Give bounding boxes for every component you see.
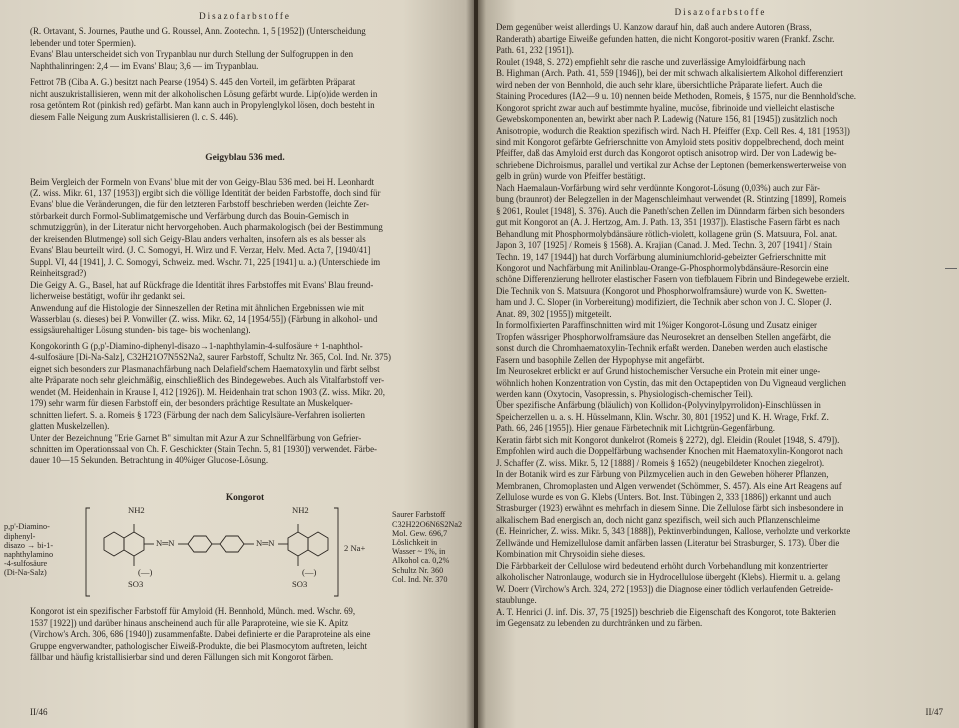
text-line: Evans' Blau beurteilt wird. (J. C. Somogyi, H. Wirz und F. Verzar, Helv. Med. Acta 7, [1940/41] [30,245,371,256]
text-line: werden kann (Oxytocin, Vasopressin, s. Physiologisch-chemischer Teil). [496,388,753,399]
text-line: Nach Haemalaun-Vorfärbung wird sehr verdünnte Kongorot-Lösung (0,03%) auch zur Fär- [496,182,820,193]
so3-right-label: SO3 [292,579,308,590]
text-line: Naphthalinringen: 2,4 — im Evans' Blau; 3,6 — im Trypanblau. [30,60,259,71]
azo-right-label: N═N [256,538,275,549]
text-line: (Di-Na-Salz) [4,568,47,578]
text-line: wird neben der von Bennhold, die auch sehr klare, übersichtliche Präparate liefert. Auch die [496,79,823,90]
text-line: Gruppe engverwandter, pathologischer Eiweiß-Produkte, die bei Plasmocytom auftreten, leicht [30,640,368,651]
text-line: Alkohol ca. 0,2% [392,556,450,566]
text-line: Strasburger (1923) erwähnt es mehrfach in diesem Sinne. Die Zellulose färbt sich insbesondere in [496,503,844,514]
text-line: Mol. Gew. 696,7 [392,528,448,538]
page-number-left: II/46 [30,706,48,717]
text-line: 1537 [1922]) und darüber hinaus anscheinend auch für alle Paraproteine, wie sie K. Apitz [30,617,349,628]
text-line: gut mit Kongorot an (A. J. Hertzog, Am. J. Path. 13, 351 [1937]). Elastische Fasern färbt es nach [496,217,840,228]
text-line: (R. Ortavant, S. Journes, Pauthe und G. Roussel, Ann. Zootechn. 1, 5 [1952]) (Unterscheidung [30,26,366,37]
text-line: Dem gegenüber weist allerdings U. Kanzow darauf hin, daß auch andere Autoren (Brass, [496,22,812,33]
text-line: Im Neurosekret erblickt er auf Grund histochemischer Versuche ein Protein mit einer unge- [496,366,821,377]
text-line: schöne Differenzierung hellroter elastischer Fasern von tiefblauem Fibrin und Bindegewebe erzielt. [496,274,850,285]
text-line: Fettrot 7B (Ciba A. G.) besitzt nach Pearse (1954) S. 445 den Vorteil, im gefärbten Präparat [30,77,356,88]
section-title-kongorot: Kongorot [225,492,265,503]
margin-mark [945,268,957,269]
text-line: naphthylamino [4,549,54,559]
text-line: sonst durch die Chromhaematoxylin-Technik erfaßt werden. Daneben werden auch elastische [496,343,828,354]
text-line: Evans' blue die Veränderungen, die für den letzteren Farbstoff beschrieben werden (leichte Zer- [30,199,369,210]
so3-left-label: SO3 [128,579,144,590]
page-number-right: II/47 [925,706,943,717]
fettrot-paragraph [30,77,460,123]
right-book-page [478,0,959,728]
text-line: diesem Falle Neigung zum Auskristallisieren (l. c. S. 446). [30,111,239,122]
azo-left-label: N═N [156,538,175,549]
text-line: gelb in grün) wurde von Pfeiffer bestätigt. [496,171,646,182]
text-line: Unter der Bezeichnung "Erie Garnet B" simultan mit Azur A zur Schnellfärbung von Gefrier- [30,432,362,443]
text-line: nicht auszukristallisieren, wenn mit der alkoholischen Lösung gefärbt wurde. Lip(o)ide werden in [30,88,378,99]
left-book-page [0,0,474,728]
text-line: Anwendung auf die Histologie der Sinneszellen der Retina mit ähnlichen Ergebnissen wie mit [30,302,365,313]
right-page-body [496,22,945,629]
text-line: Schultz Nr. 360 [392,565,444,575]
charge-left-label: (—) [138,567,153,578]
text-line: § 2061, Roulet [1948], S. 376). Auch die Paneth'schen Zellen im Dünndarm färben sich besonders [496,205,845,216]
text-line: störbarkeit durch Formol-Sublimatgemische und Verfärbung durch das Bouin-Gemisch in [30,210,349,221]
text-line: B. Highman (Arch. Path. 41, 559 [1946]), bei der mit schwach alkalisiertem Alkohol differenziert [496,68,843,79]
text-line: Empfohlen wird auch die Doppelfärbung wachsender Knochen mit Haematoxylin-Kongorot nach [496,446,843,457]
text-line: Saurer Farbstoff [392,510,446,520]
text-line: Randerath) abartige Eiweiße gefunden hatten, die nicht Kongorot-positiv waren (Frankf. Zschr. [496,33,835,44]
text-line: Anisotropie, wodurch die Reaktion spezifisch wird. Nach H. Pfeiffer (Exp. Cell Res. 4, 181 [1953]) [496,125,850,136]
kongorot-paragraph [30,606,460,663]
nh2-right-label: NH2 [292,505,309,516]
text-line: schriebene Dichroismus, parallel und vertikal zur Achse der Leptonen (bemerkenswerterweise von [496,159,847,170]
text-line: sind mit Kongorot gefärbte Gefrierschnitte von Amyloid stets positiv doppelbrechend, doch meint [496,136,845,147]
text-line: alkoholischer Natronlauge, wodurch sie in Hydrocellulose übergeht (Klebs). Hiermit u. a. gelang [496,572,841,583]
text-line: (Virchow's Arch. 306, 686 [1940]) zusammenfaßte. Dabei definierte er die Paraproteine als eine [30,629,371,640]
text-line: Kongorot spricht zwar auch auf bestimmte hyaline, mucöse, fibrinoide und vielleicht elastische [496,102,835,113]
text-line: Pfeiffer, daß das Amyloid erst durch das Kongorot optisch anisotrop wird. Der von Ladewig be- [496,148,837,159]
text-line: bung (braunrot) der Belegzellen in der Magenschleimhaut verwendet (R. Stintzing [1899], Romeis [496,194,847,205]
text-line: Die Färbbarkeit der Cellulose wird bedeutend erhöht durch Vorbehandlung mit konzentrierter [496,560,828,571]
text-line: 179) sehr warm für diesen Farbstoff ein, der besonders prächtige Resultate an Muskelquer- [30,398,353,409]
running-head-left: Disazofarbstoffe [199,11,291,21]
text-line: schnitten im Operationssaal von Ch. F. Geschickter (Stain Techn. 5, 81 [1930]) verwendet. Färbe- [30,443,378,454]
text-line: 4-sulfosäure [Di-Na-Salz], C32H21O7N5S2Na2, saurer Farbstoff, Schultz Nr. 365, Col. Ind. Nr. 375) [30,352,391,363]
text-line: Evans' Blau unterscheidet sich von Trypanblau nur durch Stellung der Sulfogruppen in den [30,49,354,60]
kongokorinth-paragraphs [30,341,460,467]
book-gutter [466,0,486,728]
text-line: C32H22O6N6S2Na2 [392,519,462,529]
text-line: Die Geigy A. G., Basel, hat auf Rückfrage die Identität ihres Farbstoffes mit Evans' Blau freund- [30,279,374,290]
text-line: Kombination mit Chrysoidin siehe dieses. [496,549,646,560]
text-line: essigsäurehaltiger Lösung stunden- bis tage- bis wochenlang). [30,325,251,336]
text-line: Beim Vergleich der Formeln von Evans' blue mit der von Geigy-Blau 536 med. bei H. Leonhardt [30,176,375,187]
text-line: Wasserblau (s. dieses) bei P. Vonwiller (Z. wiss. Mikr. 62, 14 [1954/55]) (Färbung in alkohol- und [30,313,378,324]
text-line: -4-sulfosäure [4,559,48,569]
text-line: Membranen, Chromoplasten und Algen verwendet (Schömmer, S. 457). Als eine Art Reagens auf [496,480,842,491]
intro-paragraph [30,26,460,72]
text-line: J. Schaffer (Z. wiss. Mikr. 5, 12 [1888] / Romeis § 1652) (neugebildeter Knochen ziegelrot). [496,457,825,468]
text-line: In der Botanik wird es zur Färbung von Pilzmycelien auch in den Geweben höherer Pflanzen, [496,469,829,480]
text-line: ham und J. C. Sloper (in Vorbereitung) modifiziert, die Technik aber schon von J. C. Sloper (J. [496,297,832,308]
text-line: schnitten liefert. S. a. Romeis § 1723 (Färbung der nach dem Salicylsäure-Verfahren isolierten [30,409,365,420]
text-line: Kongorot und Nachfärbung mit Anilinblau-Orange-G-Phosphormolybdänsäure-Resorcin eine [496,262,829,273]
text-line: Löslichkeit in [392,537,438,547]
text-line: alte Präparate noch sehr gleichmäßig, einschließlich des Bindegewebes. Auch als Vitalfarbstoff ver- [30,375,385,386]
text-line: Suppl. VI, 44 [1941], J. C. Somogyi, Schweiz. med. Wschr. 71, 225 [1941] u. a.) (Unterschiede im [30,256,381,267]
geigyblau-paragraphs [30,177,460,337]
text-line: (E. Heinricher, Z. wiss. Mikr. 5, 343 [1888]), Pektinverbindungen, Kallose, verholzte und verkorkte [496,526,851,537]
text-line: staublunge. [496,595,537,606]
formula-left-caption [4,522,68,577]
text-line: schmutziggrün), in der Literatur nicht hervorgehoben. Auch pharmakologisch (bei der Bestimmung [30,222,383,233]
text-line: licherweise bestätigt, wofür ihr gedankt sei. [30,291,186,302]
nh2-left-label: NH2 [128,505,145,516]
kongorot-structural-formula [4,505,462,596]
text-line: Zellwände und Hemizellulose damit anfärben lassen (Literatur bei Strasburger, S. 173). Über die [496,537,840,548]
text-line: glatten Muskelzellen). [30,421,110,432]
text-line: rosa getöntem Rot (pinkish red) gefärbt. Man kann auch in Propylenglykol lösen, doch besteht in [30,100,375,111]
text-line: (Z. wiss. Mikr. 61, 137 [1953]) ergibt sich die völlige Identität der beiden Farbstoffe, doch sind für [30,187,381,198]
text-line: Über spezifische Anfärbung (bläulich) von Kollidon-(Polyvinylpyrrolidon)-Einschlüssen in [496,400,821,411]
text-line: fällbar und häufig kristallisierbar sind und deren Fällungen sich mit Kongorot färben. [30,652,334,663]
text-line: wendet (M. Heidenhain in Krause I, 412 [1926]). M. Heidenhain trat schon 1903 (Z. wiss. Mikr. 20, [30,386,385,397]
text-line: alkalischem Bad energisch an, doch nicht ganz spezifisch, weil sich auch Pflanzenschleime [496,514,820,525]
text-line: p,p'-Diamino- [4,522,50,532]
text-line: Techn. 19, 147 [1944]) hat durch Vorfärbung aluminiumchlorid-gebeizter Gefrierschnitte mit [496,251,827,262]
sodium-counterion-label: 2 Na+ [344,543,366,554]
text-line: dauer 10—15 Sekunden. Betrachtung in 40%iger Glucose-Lösung. [30,455,269,466]
text-line: Japon 3, 107 [1925] / Romeis § 1568). A. Krajian (Canad. J. Med. Techn. 3, 207 [1941] / Stain [496,240,832,251]
text-line: Roulet (1948, S. 272) empfiehlt sehr die rasche und zuverlässige Amyloidfärbung nach [496,56,806,67]
charge-right-label: (—) [302,567,317,578]
text-line: Behandlung mit Phosphormolybdänsäure rötlich-violett, kollagene grün (S. Matsuura, Fol. anat. [496,228,838,239]
text-line: Kongorot ist ein spezifischer Farbstoff für Amyloid (H. Bennhold, Münch. med. Wschr. 69, [30,606,356,617]
text-line: Keratin färbt sich mit Kongorot dunkelrot (Romeis § 2272), dgl. Eleidin (Roulet [1948, S. 479]). [496,434,840,445]
text-line: W. Doerr (Virchow's Arch. 324, 272 [1953]) die Diagnose einer tödlich verlaufenden Getreide- [496,583,834,594]
text-line: Col. Ind. Nr. 370 [392,574,448,584]
text-line: Wasser ~ 1%, in [392,547,446,557]
text-line: disazo → bi-1- [4,540,54,550]
running-head-right: Disazofarbstoffe [674,7,767,17]
text-line: A. T. Henrici (J. inf. Dis. 37, 75 [1925]) beschrieb die Eigenschaft des Kongorot, tote Bakterien [496,606,836,617]
text-line: Staining Procedures (IA2—9 u. 10) nennen beide Methoden, Romeis, § 1575, nur die Bennhold'sche. [496,91,856,102]
text-line: lebender und toter Spermien). [30,37,136,48]
text-line: Anat. 89, 302 [1955]) mitgeteilt. [496,308,612,319]
text-line: der kreisenden Blutmenge) soll sich Geigy-Blau anders verhalten, insofern als es als besser als [30,233,366,244]
text-line: Zellulose wurde es von G. Klebs (Unters. Bot. Inst. Tübingen 2, 333 [1886]) erkannt und auch [496,492,832,503]
text-line: Tropfen wässriger Phosphorwolframsäure das Neurosekret an denselben Stellen angefärbt, die [496,331,831,342]
text-line: wöhnlich hohen Konzentration von Cystin, das mit den Octapeptiden von Du Vigneaud verglichen [496,377,846,388]
text-line: eignet sich besonders zur Plasmanachfärbung nach Delafield'schem Haematoxylin und färbt selbst [30,363,380,374]
text-line: Path. 61, 232 [1951]). [496,45,574,56]
text-line: diphenyl- [4,531,36,541]
text-line: Fasern und basophile Zellen der Hypophyse mit angefärbt. [496,354,705,365]
section-title-geigyblau: Geigyblau 536 med. [205,153,285,164]
text-line: Reinheitsgrad?) [30,268,87,279]
text-line: Gewebskomponenten an, bewirkt aber nach P. Ladewig (Nature 156, 81 [1945]) zusätzlich noch [496,114,838,125]
text-line: Speicherzellen u. a. s. H. Hüsselmann, Klin. Wschr. 30, 801 [1952] und K. H. Wrage, Frkf. Z. [496,411,829,422]
text-line: Kongokorinth G (p,p'-Diamino-diphenyl-disazo→1-naphthylamin-4-sulfosäure + 1-naphthol- [30,340,363,351]
text-line: im Gegensatz zu lebenden zu durchtränken und zu färben. [496,618,703,629]
formula-right-caption [392,510,462,584]
text-line: Path. 66, 246 [1955]). Hier genaue Färbetechnik mit Lichtgrün-Gegenfärbung. [496,423,775,434]
text-line: Die Technik von S. Matsuura (Kongorot und Phosphorwolframsäure) wurde von K. Swetten- [496,285,827,296]
text-line: In formolfixierten Paraffinschnitten wird mit 1%iger Kongorot-Lösung und Zusatz einiger [496,320,817,331]
